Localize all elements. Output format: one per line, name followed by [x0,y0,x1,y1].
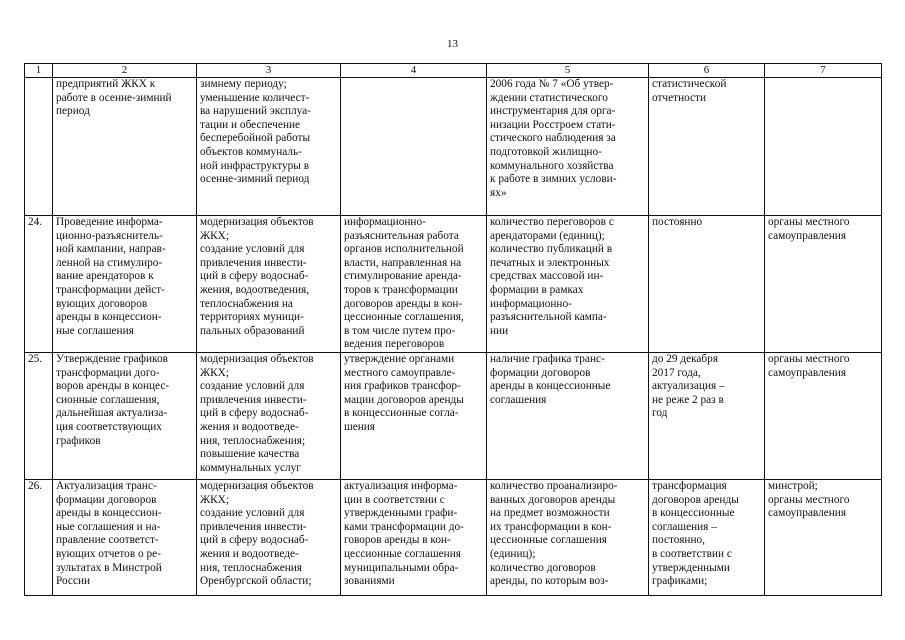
cell-line: формации договоров [56,493,157,506]
cell-line: органы местного [768,352,850,365]
cell-line: аренды, по которым воз- [490,575,609,588]
cell-line: привлечения инвести- [200,256,307,269]
cell-line: жения, водоотведения, [200,283,310,296]
cell-line: год [652,407,668,420]
cell-line: в том числе путем про- [344,324,456,337]
column-number: 2 [53,64,197,78]
cell-line: в концессионные согла- [344,407,459,420]
cell-line: муниципальными обра- [344,561,459,574]
cell-line: актуализация информа- [344,479,458,492]
cell-line: 24. [28,216,43,228]
cell-line: договоров аренды [652,493,739,506]
cell-line: органы местного [768,493,850,506]
cell-line: количество публикаций в [490,243,613,256]
cell-line: разъяснительная работа [344,229,459,242]
cell-line: ведения переговоров [344,338,445,351]
responsible-cell [765,78,882,216]
cell-line: дальнейшая актуализа- [56,407,168,420]
cell-line: утверждение органами [344,352,455,365]
cell-line: модернизация объектов [200,216,314,228]
cell-line: предприятий ЖКХ к [56,78,156,90]
goal-cell [197,216,341,353]
cell-line: власти, направленная на [344,256,462,269]
indicator-cell [487,216,649,353]
cell-line: в соответствии с [652,547,732,560]
cell-line: зимнему периоду; [200,78,287,90]
cell-line: цессионные соглашения [490,534,607,547]
cell-line: средствах массовой ин- [490,270,604,283]
column-number: 4 [341,64,487,78]
cell-line: информационно- [344,216,426,228]
cell-line: зованиями [344,575,395,588]
cell-line: количество договоров [490,561,596,574]
cell-line: объектов коммуналь- [200,145,302,158]
cell-line: отчетности [652,91,707,104]
cell-line: печатных и электронных [490,256,610,269]
cell-line: ях» [490,186,507,199]
measures-table [24,63,882,596]
cell-line: ция соответствующих [56,420,162,433]
deadline-cell [649,216,765,353]
deadline-cell [649,78,765,216]
cell-line: в концессионные [652,507,735,520]
cell-line: ленной на стимулиро- [56,256,163,269]
cell-line: модернизация объектов [200,352,314,365]
cell-line: разъяснительной кампа- [490,311,607,324]
cell-line: зультатах в Минстрой [56,561,162,574]
cell-line: (единиц); [490,547,536,560]
cell-line: сионные соглашения, [56,393,160,406]
cell-line: самоуправления [768,366,847,379]
cell-line: Проведение информа- [56,216,163,228]
cell-line: вующих договоров [56,297,148,310]
mechanism-cell [341,78,487,216]
cell-line: ЖКХ; [200,229,229,242]
column-number: 7 [765,64,882,78]
cell-line: правление соответст- [56,534,159,547]
cell-line: трансформации дого- [56,366,160,379]
cell-line: работе в осенне-зимний [56,91,172,104]
cell-line: ций в сферу водоснаб- [200,534,309,547]
page-number: 13 [447,38,458,50]
cell-line: графиками; [652,575,708,588]
cell-line: не реже 2 раз в [652,393,724,406]
cell-line: стимулирование аренда- [344,270,462,283]
responsible-cell [765,479,882,595]
cell-line: тации и обеспечение [200,118,301,131]
cell-line: жения и водоотведе- [200,547,299,560]
cell-line: территориях муници- [200,311,304,324]
cell-line: количество проанализиро- [490,479,618,492]
row-number-cell [25,479,53,595]
indicator-cell [487,352,649,479]
cell-line: 26. [28,479,43,492]
cell-line: минстрой; [768,479,818,492]
table-row [25,216,882,353]
cell-line: низации Росстроем стати- [490,118,616,131]
cell-line: органов исполнительной [344,243,464,256]
cell-line: самоуправления [768,229,847,242]
cell-line: Оренбургской области; [200,575,312,588]
cell-line: 25. [28,352,43,365]
cell-line: ные соглашения и на- [56,520,161,533]
cell-line: ванных договоров аренды [490,493,616,506]
cell-line: соглашения – [652,520,717,533]
responsible-cell [765,216,882,353]
mechanism-cell [341,352,487,479]
cell-line: коммунальных услуг [200,461,301,474]
cell-line: ния, теплоснабжения [200,561,302,574]
cell-line: говоров аренды в кон- [344,534,451,547]
cell-line: создание условий для [200,243,305,256]
row-number-cell [25,352,53,479]
column-number: 3 [197,64,341,78]
cell-line: торов к трансформации [344,283,458,296]
cell-line: ной кампании, направ- [56,243,166,256]
cell-line: теплоснабжения на [200,297,293,310]
cell-line: информационно- [490,297,572,310]
cell-line: Утверждение графиков [56,352,168,365]
column-number: 1 [25,64,53,78]
cell-line: аренды в концессион- [56,311,162,324]
cell-line: формации в рамках [490,283,584,296]
cell-line: арендаторами (единиц); [490,229,605,242]
row-number-cell [25,216,53,353]
cell-line: на предмет возможности [490,507,610,520]
cell-line: постоянно [652,216,703,228]
cell-line: ками трансформации до- [344,520,464,533]
indicator-cell [487,78,649,216]
cell-line: модернизация объектов [200,479,314,492]
cell-line: стического наблюдения за [490,132,616,145]
cell-line: ции в соответствии с [344,493,445,506]
cell-line: нии [490,324,509,337]
cell-line: ционно-разъяснитель- [56,229,163,242]
cell-line: постоянно, [652,534,705,547]
cell-line: вание арендаторов к [56,270,154,283]
cell-line: аренды в концессион- [56,507,162,520]
responsible-cell [765,352,882,479]
goal-cell [197,78,341,216]
cell-line: ва нарушений эксплуа- [200,105,311,118]
cell-line: привлечения инвести- [200,393,307,406]
cell-line: подготовкой жилищно- [490,145,602,158]
cell-line: цессионные соглашения [344,547,461,560]
cell-line: ций в сферу водоснаб- [200,270,309,283]
measure-name-cell [53,352,197,479]
cell-line: инструментария для орга- [490,105,616,118]
indicator-cell [487,479,649,595]
cell-line: трансформации дейст- [56,283,165,296]
cell-line: ждении статистического [490,91,608,104]
goal-cell [197,352,341,479]
cell-line: ния графиков трансфор- [344,380,461,393]
cell-line: ной инфраструктуры в [200,159,310,172]
cell-line: осенне-зимний период [200,173,310,186]
cell-line: мации договоров аренды [344,393,464,406]
cell-line: актуализация – [652,380,725,393]
cell-line: статистической [652,78,727,90]
cell-line: количество переговоров с [490,216,614,228]
cell-line: трансформация [652,479,727,492]
cell-line: шения [344,420,376,433]
cell-line: аренды в концессионные [490,380,611,393]
mechanism-cell [341,216,487,353]
cell-line: их трансформации в кон- [490,520,612,533]
cell-line: создание условий для [200,507,305,520]
cell-line: самоуправления [768,507,847,520]
table-row [25,78,882,216]
cell-line: формации договоров [490,366,591,379]
cell-line: воров аренды в концес- [56,380,170,393]
column-number: 5 [487,64,649,78]
cell-line: 2006 года № 7 «Об утвер- [490,78,614,90]
measure-name-cell [53,479,197,595]
column-number-row [25,64,882,78]
cell-line: ЖКХ; [200,493,229,506]
cell-line: создание условий для [200,380,305,393]
measure-name-cell [53,216,197,353]
cell-line: привлечения инвести- [200,520,307,533]
column-number: 6 [649,64,765,78]
cell-line: утвержденными [652,561,730,574]
deadline-cell [649,479,765,595]
cell-line: местного самоуправле- [344,366,456,379]
cell-line: ния, теплоснабжения; [200,434,306,447]
cell-line: органы местного [768,216,850,228]
cell-line: ЖКХ; [200,366,229,379]
cell-line: цессионные соглашения, [344,311,464,324]
mechanism-cell [341,479,487,595]
cell-line: бесперебойной работы [200,132,311,145]
cell-line: ций в сферу водоснаб- [200,407,309,420]
cell-line: ные соглашения [56,324,134,337]
cell-line: России [56,575,91,588]
goal-cell [197,479,341,595]
measure-name-cell [53,78,197,216]
cell-line: 2017 года, [652,366,701,379]
deadline-cell [649,352,765,479]
cell-line: договоров аренды в кон- [344,297,463,310]
cell-line: до 29 декабря [652,352,719,365]
table-row [25,479,882,595]
cell-line: пальных образований [200,324,305,337]
cell-line: наличие графика транс- [490,352,605,365]
table-row [25,352,882,479]
cell-line: период [56,105,90,118]
cell-line: вующих отчетов о ре- [56,547,161,560]
cell-line: жения и водоотведе- [200,420,299,433]
cell-line: уменьшение количест- [200,91,310,104]
cell-line: утвержденными графи- [344,507,458,520]
cell-line: коммунального хозяйства [490,159,614,172]
cell-line: соглашения [490,393,547,406]
cell-line: Актуализация транс- [56,479,157,492]
cell-line: повышение качества [200,448,300,461]
cell-line: к работе в зимних услови- [490,173,617,186]
cell-line: графиков [56,434,101,447]
row-number-cell [25,78,53,216]
